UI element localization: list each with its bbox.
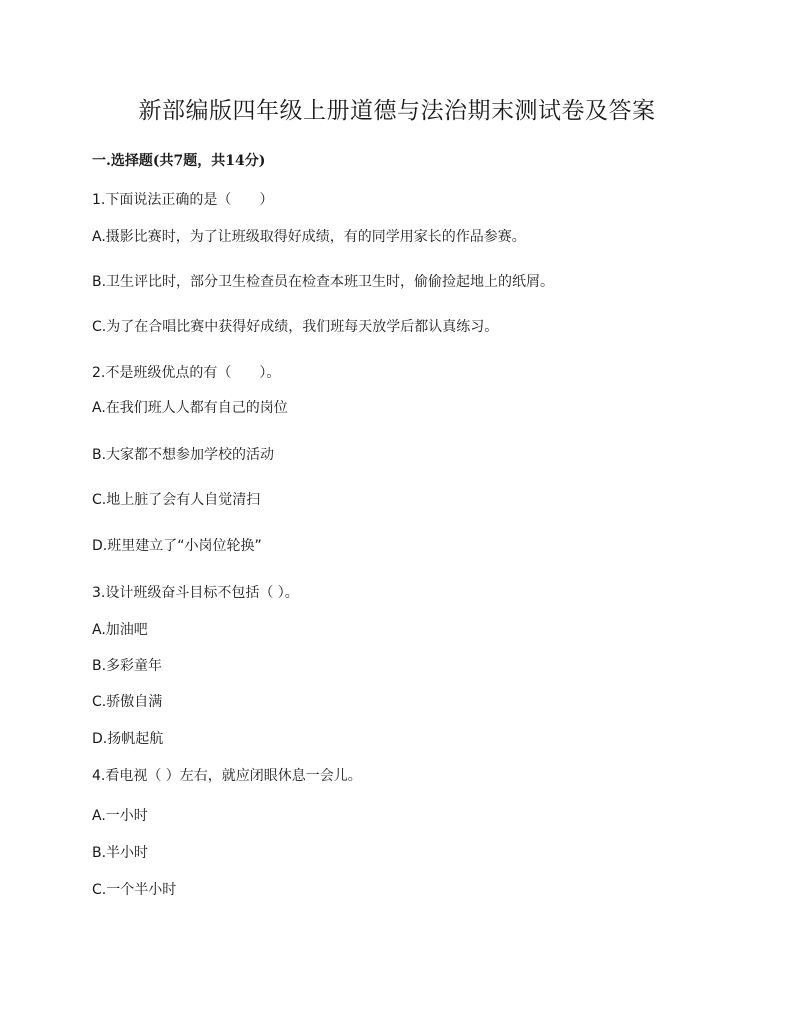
question-4-stem: 4.看电视（ ）左右，就应闭眼休息一会儿。 — [92, 768, 362, 784]
question-3-option-a: A.加油吧 — [92, 622, 148, 638]
question-3-option-d: D.扬帆起航 — [92, 731, 164, 747]
question-1-stem: 1.下面说法正确的是（ ） — [92, 192, 274, 208]
question-4-option-b: B.半小时 — [92, 845, 149, 861]
question-4-option-c: C.一个半小时 — [92, 882, 177, 898]
question-1-option-c: C.为了在合唱比赛中获得好成绩，我们班每天放学后都认真练习。 — [92, 319, 499, 335]
question-3-option-c: C.骄傲自满 — [92, 694, 163, 710]
question-4-option-a: A.一小时 — [92, 808, 148, 824]
question-2-option-a: A.在我们班人人都有自己的岗位 — [92, 400, 288, 416]
question-3-stem: 3.设计班级奋斗目标不包括（ ）。 — [92, 585, 299, 601]
question-1-option-a: A.摄影比赛时，为了让班级取得好成绩，有的同学用家长的作品参赛。 — [92, 229, 526, 245]
question-2-option-c: C.地上脏了会有人自觉清扫 — [92, 492, 261, 508]
question-1-option-b: B.卫生评比时，部分卫生检查员在检查本班卫生时，偷偷捡起地上的纸屑。 — [92, 274, 555, 290]
question-3-option-b: B.多彩童年 — [92, 658, 163, 674]
section-heading: 一.选择题(共7题，共14分) — [92, 153, 266, 169]
question-2-option-d: D.班里建立了“小岗位轮换” — [92, 538, 262, 554]
page-title: 新部编版四年级上册道德与法治期末测试卷及答案 — [138, 98, 656, 124]
question-2-option-b: B.大家都不想参加学校的活动 — [92, 447, 275, 463]
question-2-stem: 2.不是班级优点的有（ ）。 — [92, 365, 281, 381]
